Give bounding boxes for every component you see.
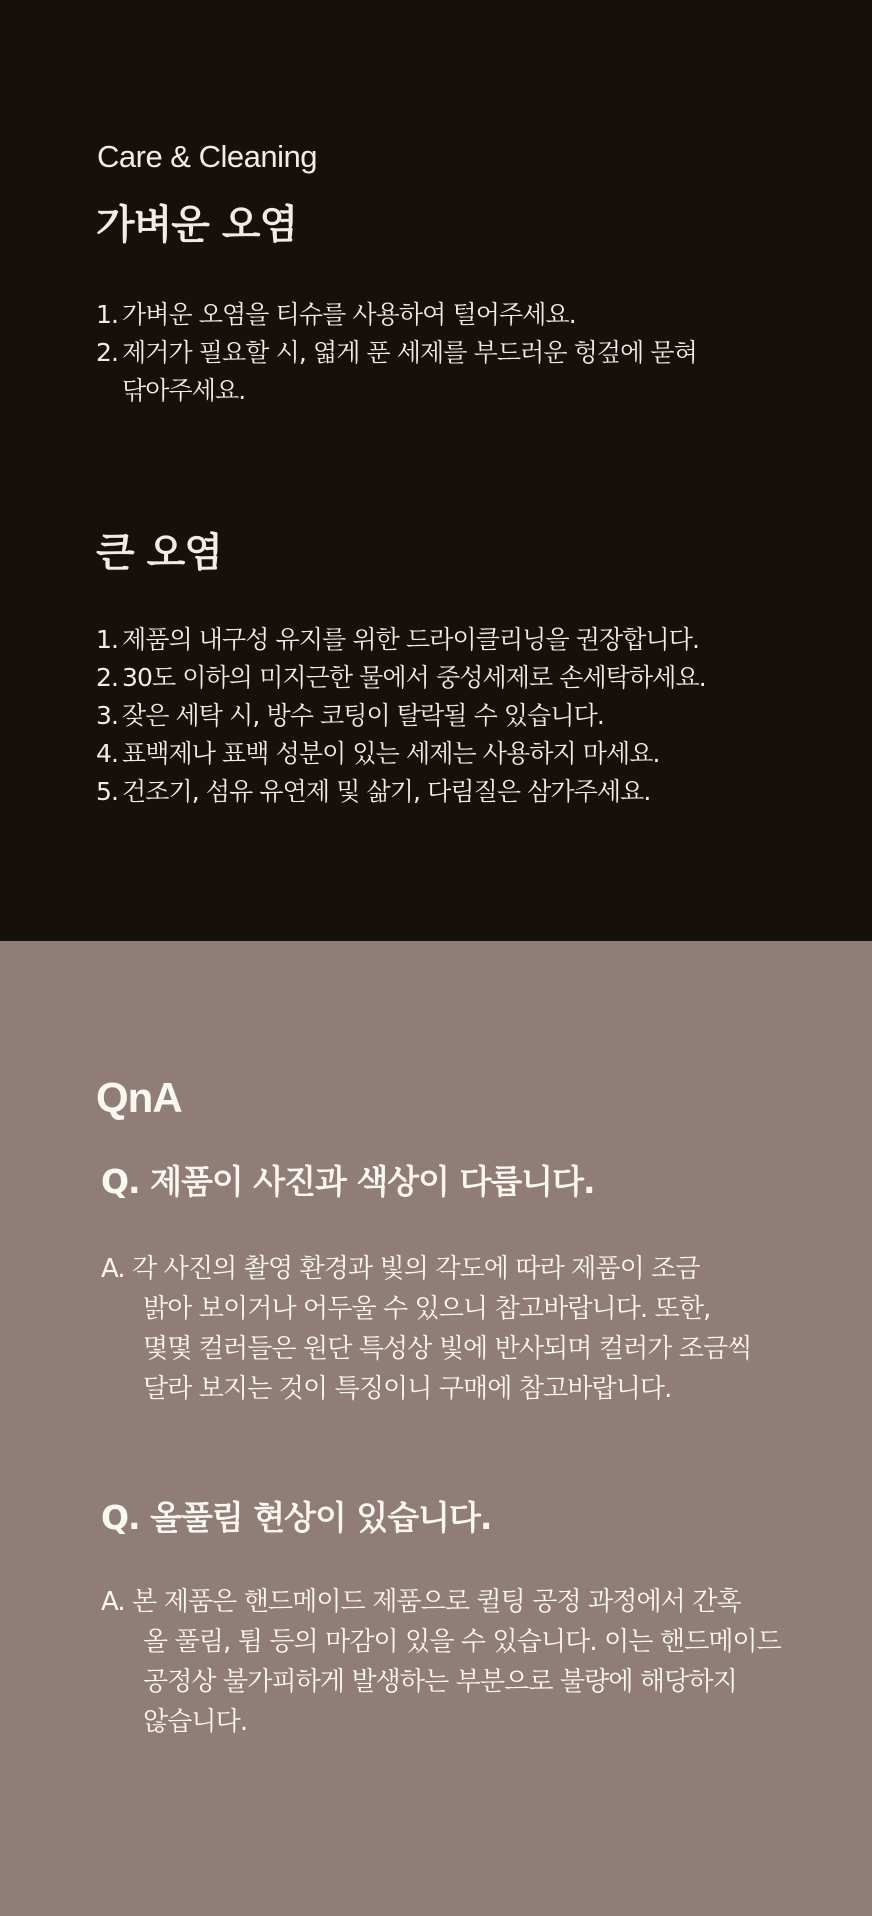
care-cleaning-section [0, 0, 872, 941]
list-item-text: 표백제나 표백 성분이 있는 세제는 사용하지 마세요. [122, 739, 660, 768]
list-item-text: 가벼운 오염을 티슈를 사용하여 털어주세요. [122, 300, 576, 329]
answer-line: 공정상 불가피하게 발생하는 부분으로 불량에 해당하지 [143, 1667, 737, 1697]
list-item [96, 296, 697, 334]
answer-line: 달라 보지는 것이 특징이니 구매에 참고바랍니다. [143, 1374, 672, 1404]
list-item-text: 제거가 필요할 시, 엷게 푼 세제를 부드러운 헝겊에 묻혀 [122, 338, 697, 367]
question-heading: Q. 제품이 사진과 색상이 다릅니다. [101, 1162, 595, 1201]
qna-eyebrow: QnA [96, 1074, 182, 1121]
answer-line: 올 풀림, 튐 등의 마감이 있을 수 있습니다. 이는 핸드메이드 [143, 1627, 781, 1657]
light-stain-heading: 가벼운 오염 [96, 202, 298, 248]
list-item-number: 1. [96, 625, 119, 654]
list-item-number: 2. [96, 663, 119, 692]
list-item-number: 3. [96, 701, 119, 730]
list-item-number: 2. [96, 338, 119, 367]
light-stain-list [96, 296, 697, 410]
answer-line: 않습니다. [143, 1707, 248, 1737]
list-item [96, 621, 706, 659]
list-item [96, 334, 697, 410]
list-item [96, 773, 706, 811]
list-item-text: 건조기, 섬유 유연제 및 삶기, 다림질은 삼가주세요. [122, 777, 651, 806]
list-item-number: 1. [96, 300, 119, 329]
qna-section [0, 941, 872, 1916]
list-item-text: 30도 이하의 미지근한 물에서 중성세제로 손세탁하세요. [122, 663, 706, 692]
answer-line: A. 각 사진의 촬영 환경과 빛의 각도에 따라 제품이 조금 [101, 1254, 700, 1284]
list-item-text: 제품의 내구성 유지를 위한 드라이클리닝을 권장합니다. [122, 625, 700, 654]
question-heading: Q. 올풀림 현상이 있습니다. [101, 1498, 492, 1537]
care-cleaning-eyebrow: Care & Cleaning [97, 139, 317, 174]
list-item [96, 697, 706, 735]
list-item-text: 잦은 세탁 시, 방수 코팅이 탈락될 수 있습니다. [122, 701, 604, 730]
list-item [96, 659, 706, 697]
answer-line: A. 본 제품은 핸드메이드 제품으로 퀼팅 공정 과정에서 간혹 [101, 1587, 741, 1617]
list-item-number: 4. [96, 739, 119, 768]
answer-text [101, 1582, 781, 1742]
answer-line: 몇몇 컬러들은 원단 특성상 빛에 반사되며 컬러가 조금씩 [143, 1334, 752, 1364]
list-item-text-continued: 닦아주세요. [122, 376, 246, 405]
answer-text [101, 1249, 752, 1409]
answer-line: 밝아 보이거나 어두울 수 있으니 참고바랍니다. 또한, [143, 1294, 711, 1324]
list-item-number: 5. [96, 777, 119, 806]
heavy-stain-list [96, 621, 706, 811]
list-item [96, 735, 706, 773]
heavy-stain-heading: 큰 오염 [96, 530, 222, 576]
